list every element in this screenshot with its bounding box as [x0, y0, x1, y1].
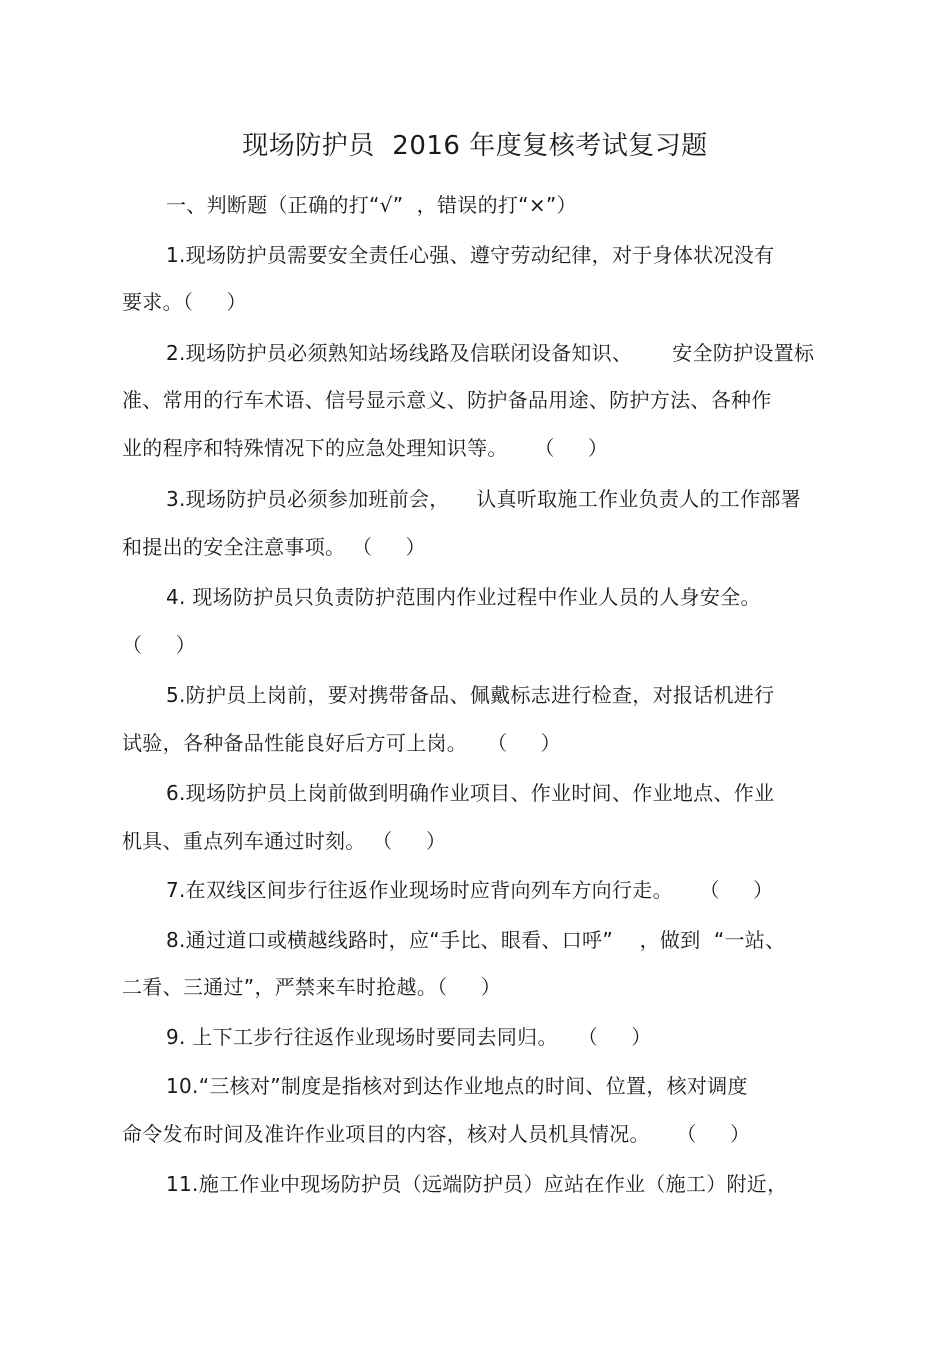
question-2-line-3: 业的程序和特殊情况下的应急处理知识等。 （ ）: [122, 436, 609, 460]
question-8-line-1: 8.通过道口或横越线路时，应“手比、眼看、口呼” ，做到 “一站、: [166, 928, 786, 952]
question-1-line-2: 要求。（ ）: [122, 290, 247, 314]
question-3-line-2: 和提出的安全注意事项。 （ ）: [122, 535, 426, 559]
section-heading: 一、判断题（正确的打“√” ，错误的打“×”）: [166, 193, 577, 217]
question-10-line-1: 10.“三核对”制度是指核对到达作业地点的时间、位置，核对调度: [166, 1074, 748, 1098]
question-11-line-1: 11.施工作业中现场防护员（远端防护员）应站在作业（施工）附近，: [166, 1172, 788, 1196]
question-4-line-1: 4. 现场防护员只负责防护范围内作业过程中作业人员的人身安全。: [166, 585, 761, 609]
question-2-line-2: 准、常用的行车术语、信号显示意义、防护备品用途、防护方法、各种作: [122, 388, 772, 412]
question-6-line-1: 6.现场防护员上岗前做到明确作业项目、作业时间、作业地点、作业: [166, 781, 775, 805]
question-1-line-1: 1.现场防护员需要安全责任心强、遵守劳动纪律，对于身体状况没有: [166, 243, 775, 267]
question-5-line-1: 5.防护员上岗前，要对携带备品、佩戴标志进行检查，对报话机进行: [166, 683, 775, 707]
question-8-line-2: 二看、三通过”，严禁来车时抢越。（ ）: [122, 975, 502, 999]
question-4-line-2: （ ）: [122, 633, 196, 657]
question-2-line-1: 2.现场防护员必须熟知站场线路及信联闭设备知识、 安全防护设置标: [166, 341, 815, 365]
question-5-line-2: 试验，各种备品性能良好后方可上岗。 （ ）: [122, 731, 561, 755]
question-6-line-2: 机具、重点列车通过时刻。 （ ）: [122, 829, 447, 853]
question-9-line-1: 9. 上下工步行往返作业现场时要同去同归。 （ ）: [166, 1025, 652, 1049]
question-7-line-1: 7.在双线区间步行往返作业现场时应背向列车方向行走。 （ ）: [166, 878, 774, 902]
question-3-line-1: 3.现场防护员必须参加班前会， 认真听取施工作业负责人的工作部署: [166, 487, 802, 511]
document-title: 现场防护员 2016 年度复核考试复习题: [242, 131, 708, 161]
question-10-line-2: 命令发布时间及准许作业项目的内容，核对人员机具情况。 （ ）: [122, 1122, 751, 1146]
